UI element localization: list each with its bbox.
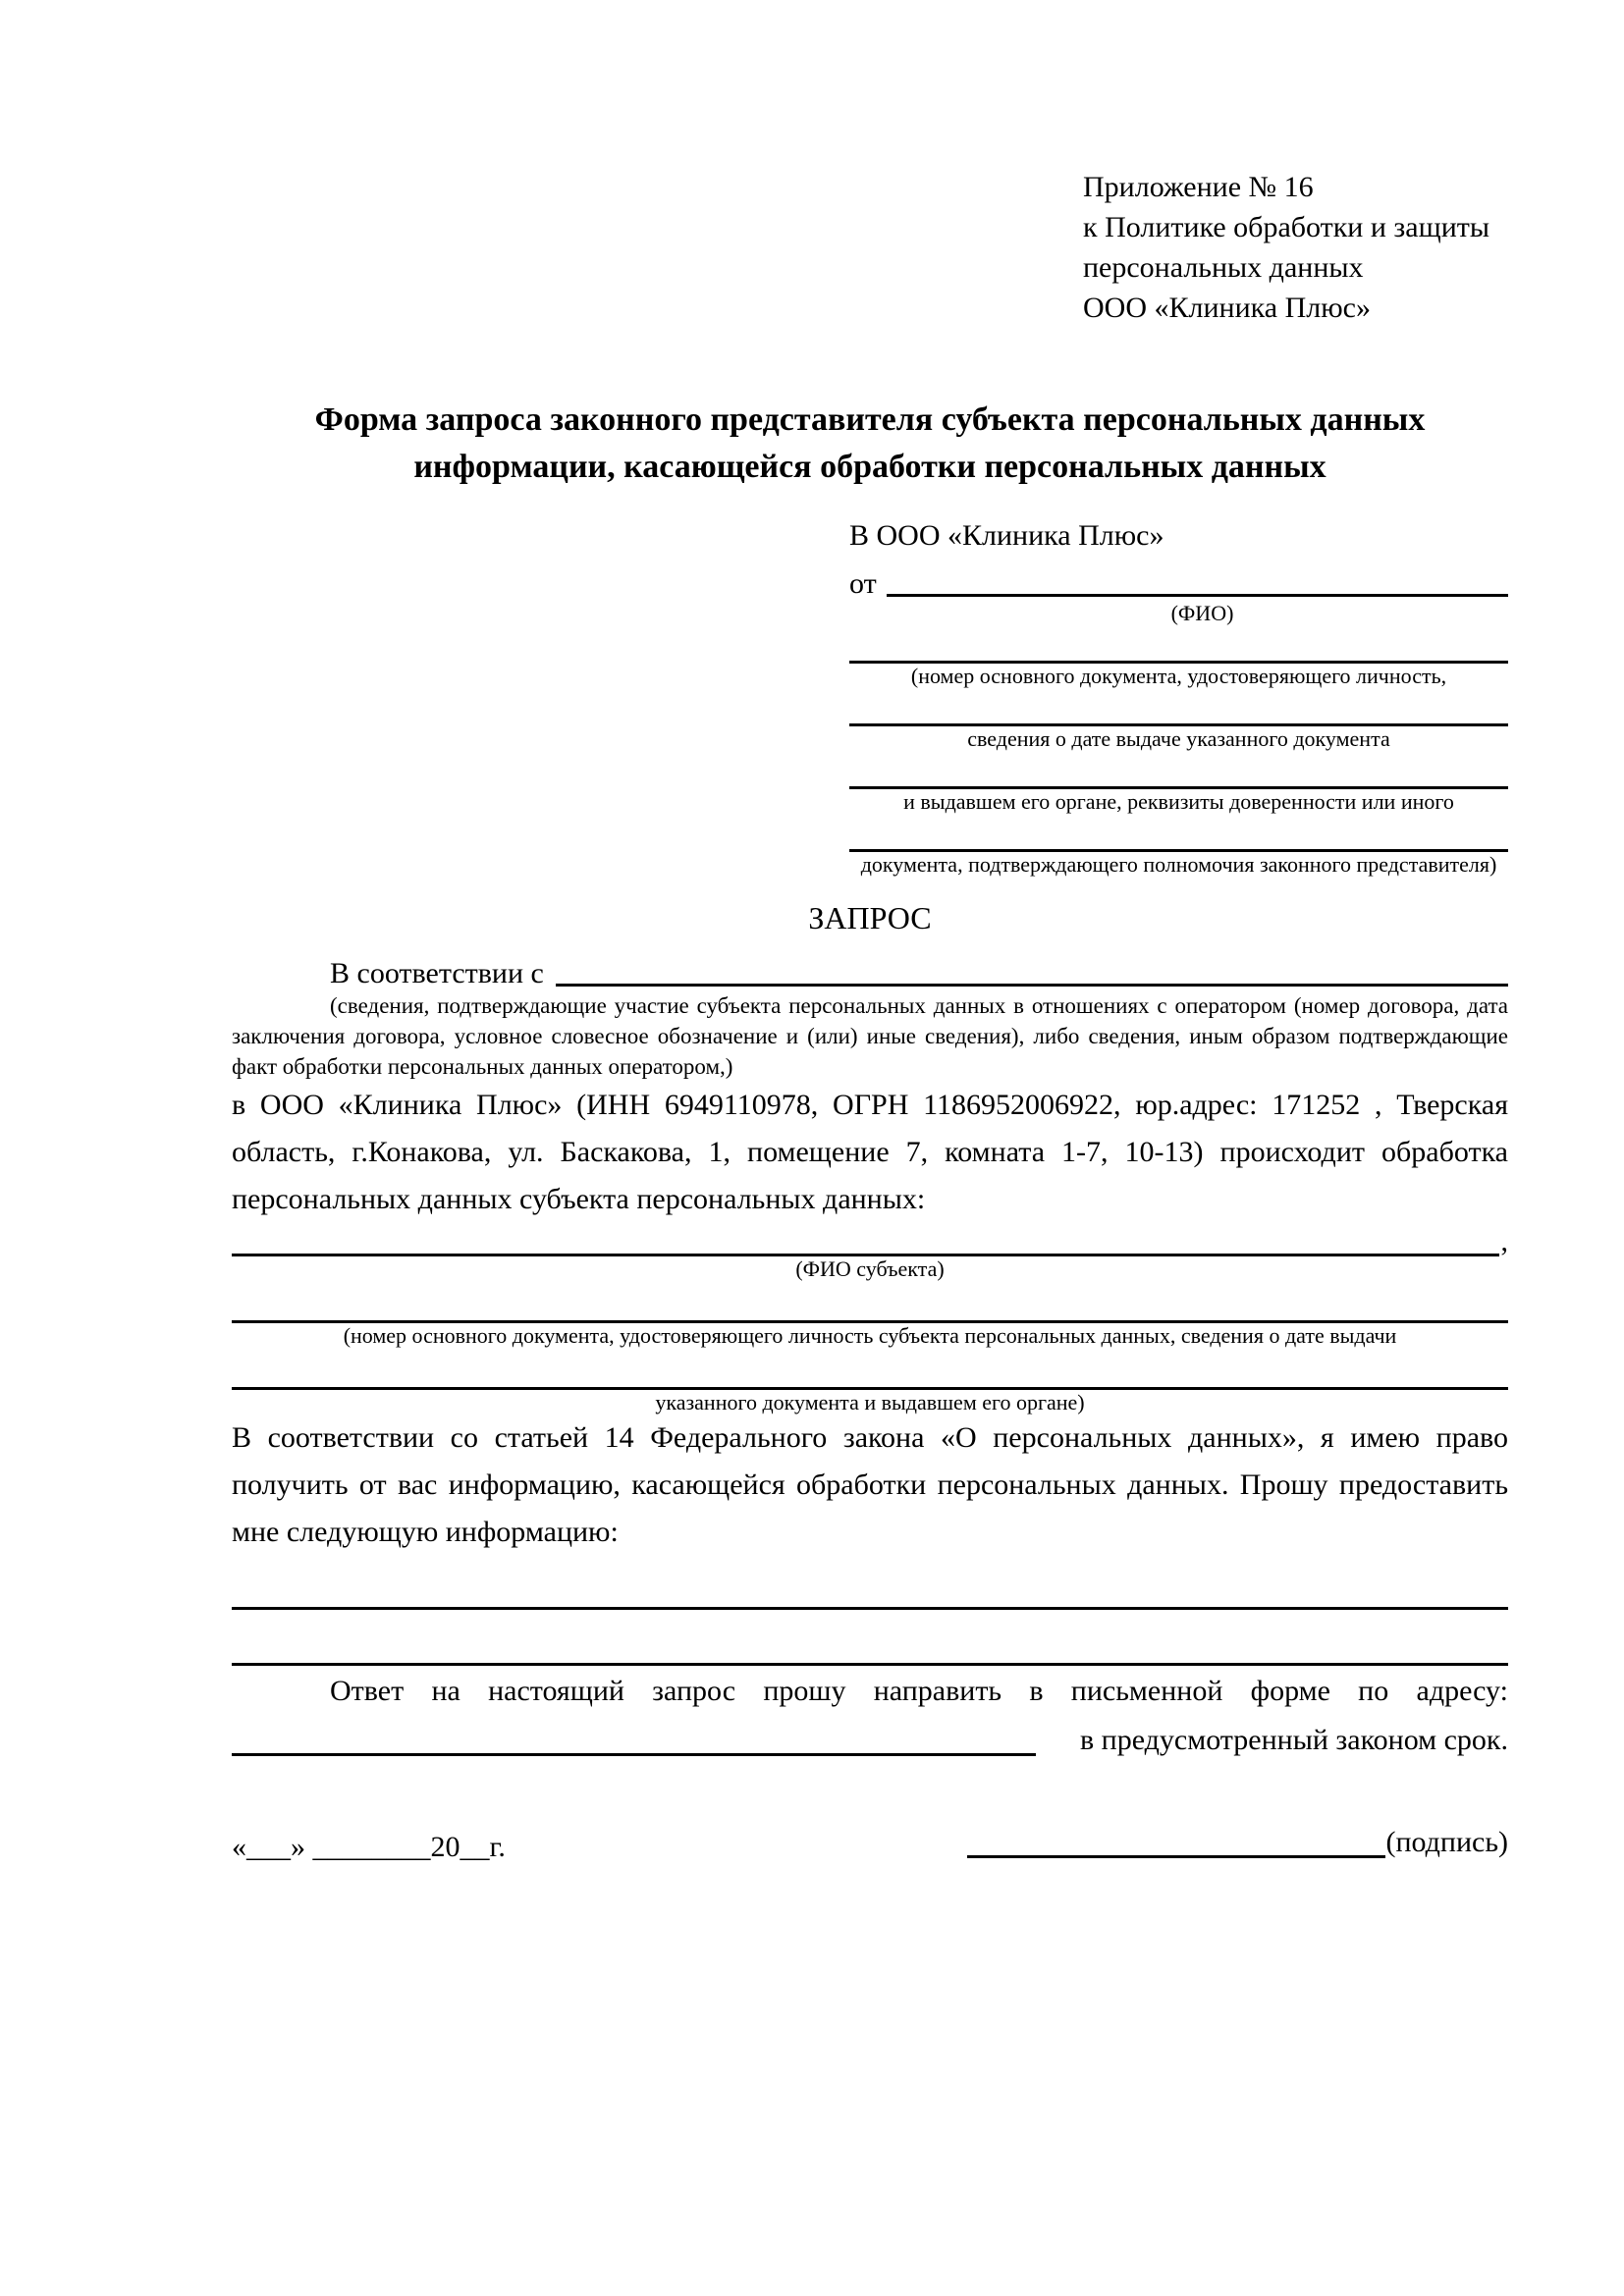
reply-address-row [232, 1715, 1508, 1762]
appendix-note [1083, 167, 1508, 328]
footer-row [232, 1817, 1508, 1864]
date-blank: «___» ________20__г. [232, 1831, 506, 1863]
subject-doc-caption-2: указанного документа и выдавшем его органе) [655, 1390, 1085, 1415]
doc-fill-line-2 [849, 694, 1508, 726]
from-row [849, 558, 1508, 601]
subject-doc-caption-1: (номер основного документа, удостоверяющего личность субъекта персональных данных, сведения о дате выдачи [343, 1323, 1397, 1348]
recipient-line: В ООО «Клиника Плюс» [849, 519, 1164, 552]
form-title-line-2: информации, касающейся обработки персональных данных [413, 449, 1326, 485]
info-fill-line-2 [232, 1610, 1508, 1666]
request-heading: ЗАПРОС [808, 900, 932, 935]
from-fill-line [887, 594, 1508, 597]
appendix-line-3: персональных данных [1083, 251, 1364, 284]
subject-fio-caption: (ФИО субъекта) [795, 1256, 945, 1281]
subject-doc-fill-line-2 [232, 1354, 1508, 1390]
signature-fill-line [967, 1855, 1385, 1858]
signature-caption: (подпись) [1385, 1826, 1508, 1858]
subject-comma: , [1500, 1225, 1508, 1257]
doc-fill-line-4 [849, 820, 1508, 852]
appendix-line-1: Приложение № 16 [1083, 171, 1314, 203]
subject-doc-fill-line-1 [232, 1287, 1508, 1323]
info-fill-line-1 [232, 1572, 1508, 1610]
basis-fill-line [556, 984, 1508, 987]
doc-fill-line-1 [849, 631, 1508, 664]
reply-suffix: в предусмотренный законом срок. [1080, 1724, 1508, 1756]
doc-fill-line-3 [849, 757, 1508, 789]
appendix-line-4: ООО «Клиника Плюс» [1083, 292, 1371, 324]
subject-fio-row [232, 1223, 1508, 1256]
law-paragraph: В соответствии со статьей 14 Федерального закона «О персональных данных», я имею право получить от вас информацию, касающейся обработки персональных данных. Прошу предоставить мне следующую информацию: [232, 1421, 1508, 1548]
doc-caption-1: (номер основного документа, удостоверяющего личность, [910, 664, 1447, 688]
doc-caption-3: и выдавшем его органе, реквизиты доверенности или иного [903, 789, 1454, 814]
doc-caption-4: документа, подтверждающего полномочия законного представителя) [860, 852, 1497, 877]
from-label: от [849, 567, 877, 600]
signature-group [967, 1821, 1508, 1864]
form-title-line-1: Форма запроса законного представителя субъекта персональных данных [314, 401, 1426, 438]
fio-caption: (ФИО) [1170, 601, 1234, 625]
reply-address-fill-line [232, 1753, 1036, 1756]
addressee-block [849, 514, 1508, 877]
doc-caption-2: сведения о дате выдаче указанного документа [967, 726, 1390, 751]
basis-row [232, 947, 1508, 990]
reply-sentence: Ответ на настоящий запрос прошу направить в письменной форме по адресу: [330, 1675, 1508, 1707]
form-title [232, 397, 1508, 491]
operator-paragraph: в ООО «Клиника Плюс» (ИНН 6949110978, ОГРН 1186952006922, юр.адрес: 171252 , Тверская область, г.Конакова, ул. Баскакова, 1, помещение 7, комната 1-7, 10-13) происходит обработка персональных данных субъекта персональных данных: [232, 1089, 1508, 1215]
basis-caption: (сведения, подтверждающие участие субъекта персональных данных в отношениях с оператором (номер договора, дата заключения договора, условное словесное обозначение и (или) иные сведения), либо сведения, иным образом подтверждающие факт обработки персональных данных оператором,) [232, 993, 1508, 1079]
appendix-line-2: к Политике обработки и защиты [1083, 211, 1490, 243]
basis-label: В соответствии с [330, 957, 544, 989]
